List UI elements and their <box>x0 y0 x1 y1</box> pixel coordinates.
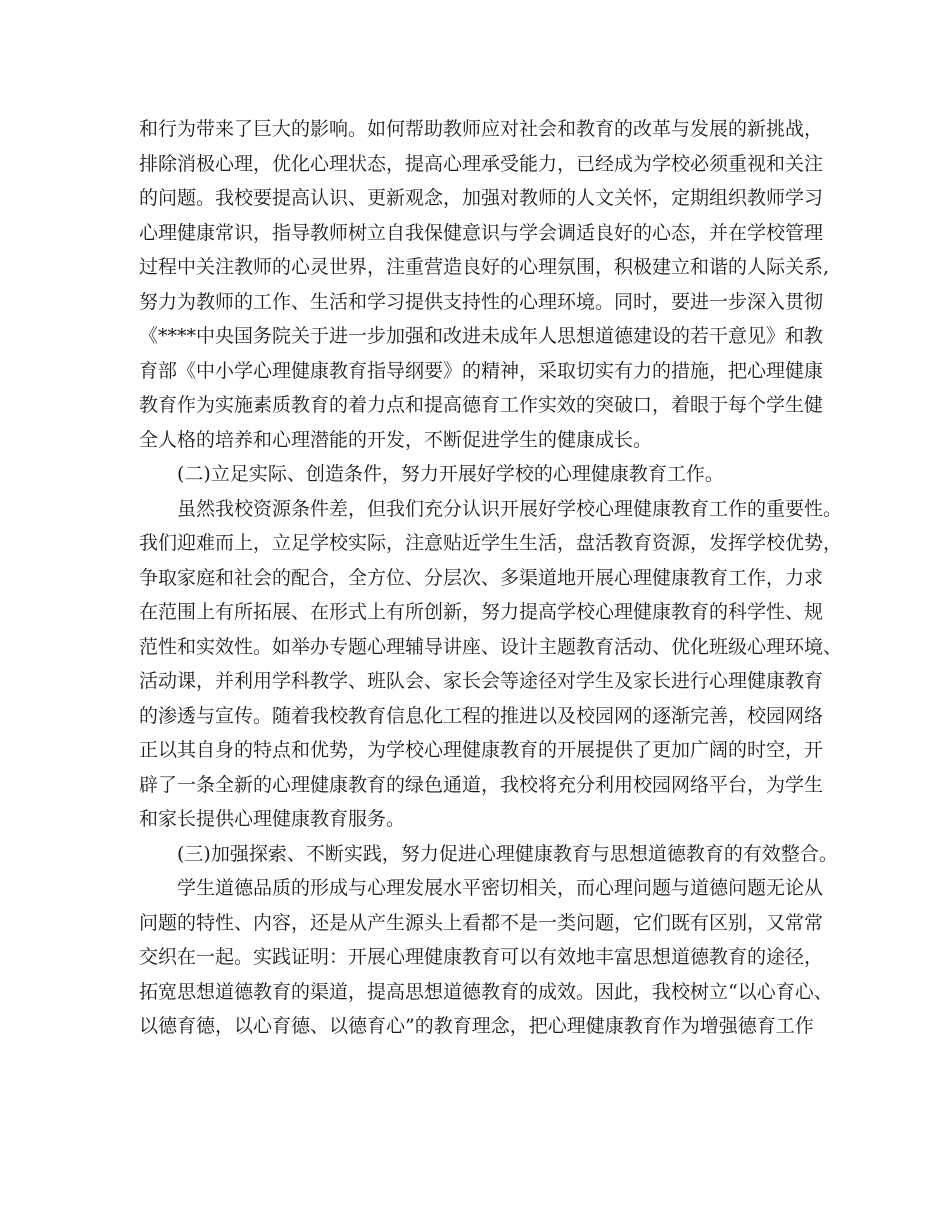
text-line: 活动课，并利用学科教学、班队会、家长会等途径对学生及家长进行心理健康教育 <box>139 670 824 692</box>
text-line: 以德育德，以心育德、以德育心”的教育理念，把心理健康教育作为增强德育工作 <box>139 1015 814 1037</box>
text-line: 排除消极心理，优化心理状态，提高心理承受能力，已经成为学校必须重视和关注 <box>139 152 824 175</box>
text-line: 全人格的培养和心理潜能的开发，不断促进学生的健康成长。 <box>139 428 653 451</box>
text-line: 《****中央国务院关于进一步加强和改进未成年人思想道德建设的若干意见》和教 <box>139 325 824 347</box>
paragraph-first-line: 虽然我校资源条件差，但我们充分认识开展好学校心理健康教育工作的重要性。 <box>177 497 843 520</box>
text-line: 正以其自身的特点和优势，为学校心理健康教育的开展提供了更加广阔的时空，开 <box>139 739 824 761</box>
text-line: 问题的特性、内容，还是从产生源头上看都不是一类问题，它们既有区别，又常常 <box>139 911 824 934</box>
text-line: 拓宽思想道德教育的渠道，提高思想道德教育的成效。因此，我校树立“以心育心、 <box>139 980 833 1003</box>
text-line: 我们迎难而上，立足学校实际，注意贴近学生生活，盘活教育资源，发挥学校优势， <box>139 532 843 554</box>
text-line: 的问题。我校要提高认识、更新观念，加强对教师的人文关怀，定期组织教师学习 <box>139 187 824 209</box>
text-line: 努力为教师的工作、生活和学习提供支持性的心理环境。同时，要进一步深入贯彻 <box>139 290 824 313</box>
section-heading: (二)立足实际、创造条件，努力开展好学校的心理健康教育工作。 <box>177 463 724 485</box>
text-line: 和家长提供心理健康教育服务。 <box>139 808 406 830</box>
text-line: 过程中关注教师的心灵世界，注重营造良好的心理氛围，积极建立和谐的人际关系, <box>139 256 830 278</box>
text-line: 在范围上有所拓展、在形式上有所创新，努力提高学校心理健康教育的科学性、规 <box>139 601 824 623</box>
text-line: 范性和实效性。如举办专题心理辅导讲座、设计主题教育活动、优化班级心理环境、 <box>139 635 843 658</box>
text-line: 和行为带来了巨大的影响。如何帮助教师应对社会和教育的改革与发展的新挑战， <box>139 118 824 140</box>
document-body <box>139 112 843 1044</box>
text-line: 心理健康常识，指导教师树立自我保健意识与学会调适良好的心态，并在学校管理 <box>139 221 824 244</box>
text-line: 争取家庭和社会的配合，全方位、分层次、多渠道地开展心理健康教育工作，力求 <box>139 566 824 589</box>
text-line: 交织在一起。实践证明：开展心理健康教育可以有效地丰富思想道德教育的途径， <box>139 946 824 968</box>
text-line: 育部《中小学心理健康教育指导纲要》的精神，采取切实有力的措施，把心理健康 <box>139 359 824 382</box>
text-line: 的渗透与宣传。随着我校教育信息化工程的推进以及校园网的逐渐完善，校园网络 <box>139 704 824 727</box>
text-line: 辟了一条全新的心理健康教育的绿色通道，我校将充分利用校园网络平台，为学生 <box>139 773 824 796</box>
paragraph-first-line: 学生道德品质的形成与心理发展水平密切相关，而心理问题与道德问题无论从 <box>177 877 824 899</box>
section-heading: (三)加强探索、不断实践，努力促进心理健康教育与思想道德教育的有效整合。 <box>177 842 838 865</box>
text-line: 教育作为实施素质教育的着力点和提高德育工作实效的突破口，着眼于每个学生健 <box>139 394 824 416</box>
